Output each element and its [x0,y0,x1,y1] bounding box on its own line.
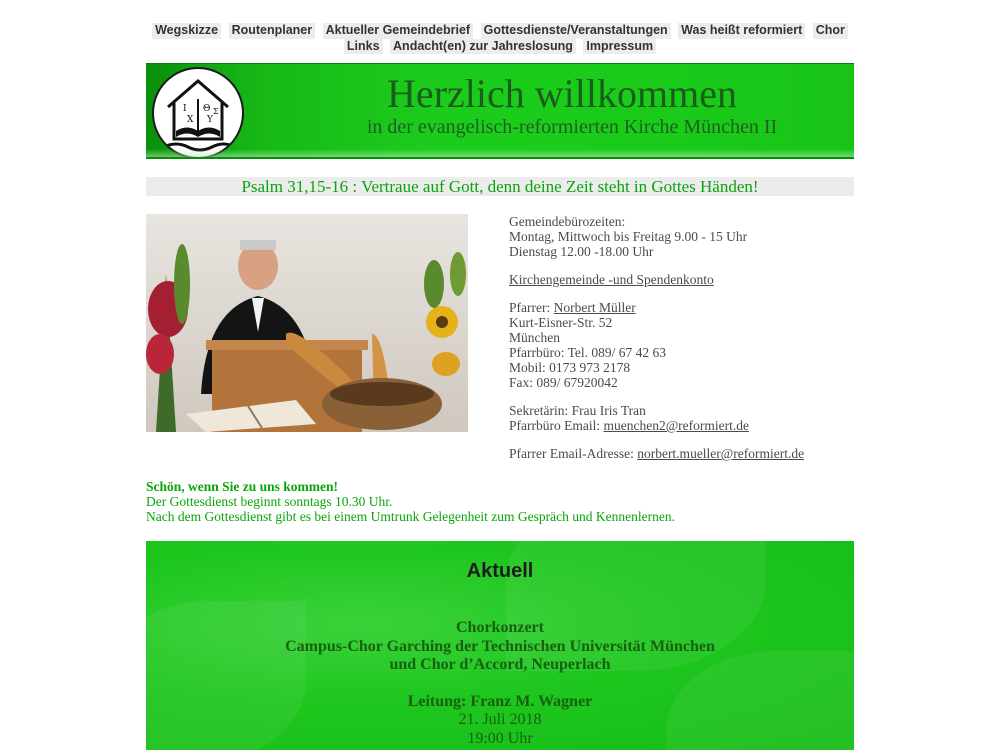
nav-link-routenplaner[interactable]: Routenplaner [229,23,316,39]
event-choir: Campus-Chor Garching der Technischen Universität München [285,637,715,655]
welcome-headline: Schön, wenn Sie zu uns kommen! [146,479,339,494]
office-hours-heading: Gemeindebürozeiten: [509,214,626,229]
page-subtitle: in der evangelisch-reformierten Kirche München II [366,116,778,138]
pastor-name-link[interactable]: Norbert Müller [553,300,636,315]
psalm-verse: Psalm 31,15-16 : Vertraue auf Gott, denn deine Zeit steht in Gottes Händen! [146,177,854,196]
page-title: Herzlich willkommen [387,71,737,116]
bank-account-link[interactable]: Kirchengemeinde -und Spendenkonto [509,272,714,287]
fax-number: Fax: 089/ 67920042 [509,375,618,390]
welcome-text [146,479,854,524]
office-hours-line: Dienstag 12.00 -18.00 Uhr [509,244,654,259]
mobile-phone: Mobil: 0173 973 2178 [509,360,631,375]
pastor-email-label: Pfarrer Email-Adresse: [509,446,638,461]
secretary: Sekretärin: Frau Iris Tran [509,403,646,418]
pastor-label: Pfarrer: [509,300,554,315]
event-type: Chorkonzert [456,619,544,636]
address-street: Kurt-Eisner-Str. 52 [509,315,613,330]
office-email-link[interactable]: muenchen2@reformiert.de [603,418,749,433]
office-email-label: Pfarrbüro Email: [509,418,604,433]
service-time: Der Gottesdienst beginnt sonntags 10.30 Uhr. [146,494,393,509]
nav-link-gottesdienste[interactable]: Gottesdienste/Veranstaltungen [481,23,671,39]
office-hours-line: Montag, Mittwoch bis Freitag 9.00 - 15 Uhr [509,229,748,244]
office-phone: Pfarrbüro: Tel. 089/ 67 42 63 [509,345,667,360]
svg-text:Σ: Σ [213,107,219,116]
news-panel [146,541,854,750]
pastor-photo [146,214,468,432]
pastor-email-link[interactable]: norbert.mueller@reformiert.de [637,446,805,461]
event-time: 19:00 Uhr [467,729,533,747]
svg-text:Θ: Θ [203,104,211,114]
svg-text:X: X [187,115,194,125]
top-navigation [146,23,854,54]
church-logo [152,67,244,159]
event-leader: Leitung: Franz M. Wagner [407,692,593,710]
nav-link-impressum[interactable]: Impressum [583,39,656,55]
news-title: Aktuell [466,560,534,582]
nav-link-links[interactable]: Links [344,39,383,55]
nav-link-andachten[interactable]: Andacht(en) zur Jahreslosung [390,39,576,55]
address-city: München [509,330,560,345]
event-date: 21. Juli 2018 [458,711,542,728]
svg-text:I: I [183,104,187,114]
nav-link-reformiert[interactable]: Was heißt reformiert [678,23,805,39]
event-choir: und Chor d’Accord, Neuperlach [389,656,611,673]
nav-link-chor[interactable]: Chor [813,23,848,39]
header-banner [146,63,854,159]
after-service-note: Nach dem Gottesdienst gibt es bei einem Umtrunk Gelegenheit zum Gespräch und Kennenlernen. [146,509,675,524]
svg-text:Y: Y [207,115,213,125]
nav-link-gemeindebrief[interactable]: Aktueller Gemeindebrief [323,23,474,39]
event-details [146,619,854,748]
nav-link-wegskizze[interactable]: Wegskizze [152,23,221,39]
contact-info [509,214,854,474]
